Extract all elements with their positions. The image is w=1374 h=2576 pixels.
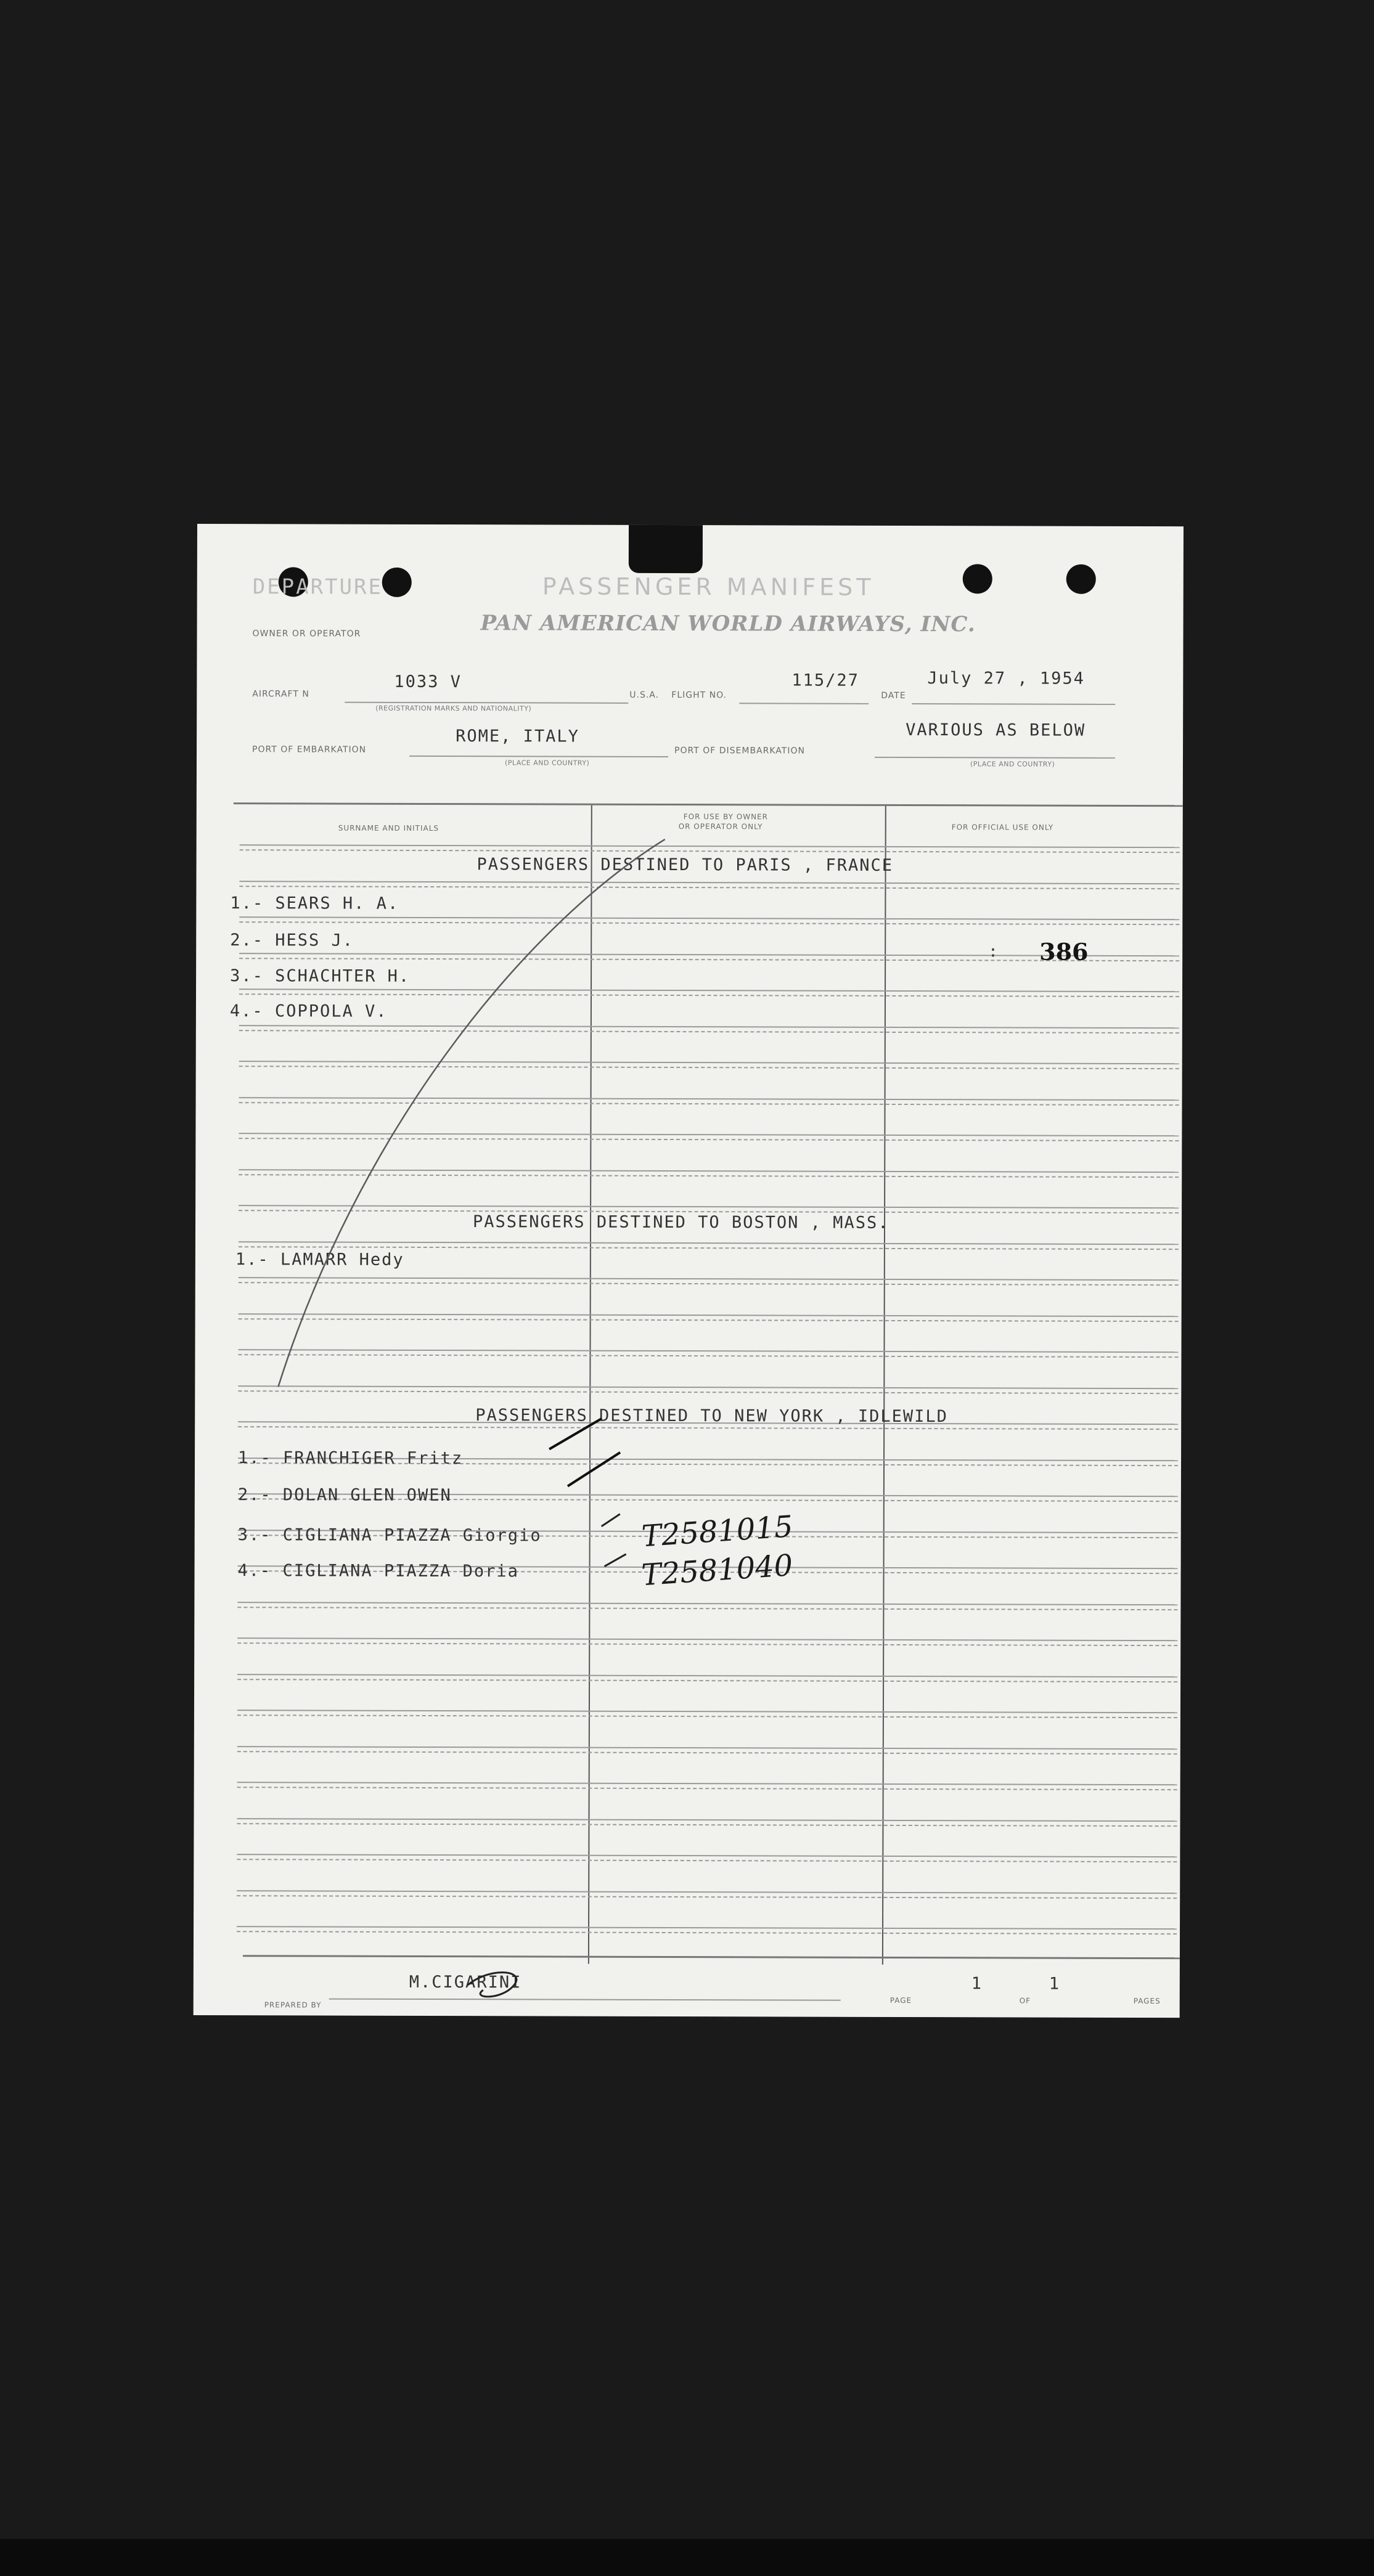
flight-number: 115/27 <box>791 670 859 690</box>
group-heading-boston: PASSENGERS DESTINED TO BOSTON , MASS. <box>472 1212 889 1233</box>
row-rule-dotted <box>238 1426 1178 1430</box>
aircraft-rule <box>345 702 628 704</box>
row-rule <box>237 1674 1177 1677</box>
row-rule-dotted <box>237 1607 1177 1610</box>
row-rule <box>239 1169 1179 1173</box>
check-mark <box>605 1554 626 1567</box>
row-rule <box>239 1025 1179 1029</box>
passenger-row: 4.- CIGLIANA PIAZZA Doria <box>237 1561 519 1581</box>
row-rule <box>237 1602 1177 1605</box>
column-divider-1 <box>588 805 592 1964</box>
row-rule-dotted <box>239 921 1179 925</box>
row-rule <box>237 1926 1177 1930</box>
group-heading-paris: PASSENGERS DESTINED TO PARIS , FRANCE <box>476 855 894 875</box>
row-rule <box>238 1349 1178 1353</box>
passenger-row: 3.- SCHACHTER H. <box>230 966 411 986</box>
row-rule <box>239 953 1179 956</box>
punch-hole <box>1066 565 1096 594</box>
row-rule <box>239 1205 1179 1209</box>
embarkation-place-caption: (PLACE AND COUNTRY) <box>504 759 590 767</box>
page-value: 1 <box>971 1974 983 1994</box>
date-rule <box>912 703 1115 705</box>
prepared-by-rule <box>329 1999 841 2001</box>
owner-operator-label: OWNER OR OPERATOR <box>252 629 361 639</box>
aircraft-label: AIRCRAFT N <box>252 689 309 699</box>
scan-bottom-strip <box>0 2539 1374 2576</box>
row-rule-dotted <box>239 958 1179 961</box>
column-divider-2 <box>882 806 886 1965</box>
check-mark <box>602 1514 620 1526</box>
port-disembarkation-label: PORT OF DISEMBARKATION <box>674 746 805 756</box>
usa-label: U.S.A. <box>629 690 660 700</box>
prepared-by-value: M.CIGARINI <box>409 1972 522 1992</box>
col-surname-header: SURNAME AND INITIALS <box>338 823 440 833</box>
prepared-by-label: PREPARED BY <box>264 2000 322 2010</box>
date-value: July 27 , 1954 <box>927 669 1085 688</box>
top-notch <box>629 525 703 573</box>
row-rule-dotted <box>237 1679 1177 1682</box>
col-owner-header-1: FOR USE BY OWNER <box>683 812 769 821</box>
page-label: PAGE <box>889 1995 912 2005</box>
row-rule-dotted <box>237 1931 1177 1934</box>
port-embarkation-label: PORT OF EMBARKATION <box>252 744 367 755</box>
disembarkation-place-caption: (PLACE AND COUNTRY) <box>970 760 1055 768</box>
row-rule <box>239 1241 1179 1245</box>
disembarkation-rule <box>875 757 1115 759</box>
col-owner-header-2: OR OPERATOR ONLY <box>678 822 763 831</box>
check-mark <box>568 1453 620 1486</box>
port-embarkation-value: ROME, ITALY <box>456 727 579 746</box>
corner-mark: DEPARTURE <box>252 574 383 600</box>
row-rule <box>237 1710 1177 1713</box>
embarkation-rule <box>409 756 668 757</box>
passenger-row: 4.- COPPOLA V. <box>229 1001 388 1021</box>
punch-hole <box>382 568 412 597</box>
col-official-header: FOR OFFICIAL USE ONLY <box>951 823 1054 832</box>
row-rule <box>237 1637 1177 1641</box>
row-rule-dotted <box>239 1174 1179 1178</box>
passenger-row: 1.- LAMARR Hedy <box>235 1250 404 1270</box>
passenger-row: 1.- FRANCHIGER Fritz <box>237 1448 464 1469</box>
manifest-sheet <box>194 524 1184 2018</box>
punch-hole <box>963 564 992 593</box>
row-rule-dotted <box>239 1282 1179 1286</box>
of-label: OF <box>1019 1996 1031 2005</box>
of-value: 1 <box>1049 1974 1061 1994</box>
flight-rule <box>739 703 869 704</box>
official-number: 386 <box>1039 937 1089 966</box>
row-rule-dotted <box>238 1354 1178 1358</box>
table-top-rule <box>234 802 1183 807</box>
row-rule <box>239 1061 1179 1064</box>
row-rule-dotted <box>237 1714 1177 1718</box>
date-label: DATE <box>881 690 906 701</box>
row-rule <box>239 1097 1179 1101</box>
passenger-row: 1.- SEARS H. A. <box>230 894 399 913</box>
row-rule <box>238 1385 1178 1389</box>
row-rule-dotted <box>237 1823 1177 1827</box>
row-rule-dotted <box>238 1390 1178 1394</box>
table-bottom-rule <box>243 1955 1180 1959</box>
row-rule <box>239 988 1179 992</box>
flight-no-label: FLIGHT NO. <box>671 690 727 701</box>
row-rule-dotted <box>237 1895 1177 1899</box>
handwritten-note: T2581040 <box>640 1548 794 1593</box>
row-rule-dotted <box>237 1859 1177 1862</box>
row-rule-dotted <box>240 849 1180 853</box>
row-rule <box>240 844 1180 848</box>
carrier-name: PAN AMERICAN WORLD AIRWAYS, INC. <box>480 611 976 637</box>
row-rule-dotted <box>237 1787 1177 1790</box>
registration-caption: (REGISTRATION MARKS AND NATIONALITY) <box>375 704 532 713</box>
passenger-row: 2.- DOLAN GLEN OWEN <box>237 1485 452 1506</box>
row-rule-dotted <box>239 1138 1179 1141</box>
row-rule <box>237 1782 1177 1785</box>
row-rule-dotted <box>239 1066 1179 1069</box>
handwritten-note: T2581015 <box>640 1509 795 1554</box>
row-rule-dotted <box>239 1318 1179 1322</box>
pencil-diagonal-stroke <box>278 838 665 1388</box>
row-rule <box>237 1854 1177 1857</box>
form-title: PASSENGER MANIFEST <box>542 573 875 601</box>
row-rule-dotted <box>239 993 1179 997</box>
official-prefix: : <box>988 942 998 961</box>
row-rule <box>239 1313 1179 1317</box>
row-rule-dotted <box>237 1642 1177 1646</box>
row-rule-dotted <box>239 886 1179 889</box>
row-rule-dotted <box>239 1030 1179 1033</box>
row-rule <box>239 1277 1179 1281</box>
row-rule-dotted <box>239 1246 1179 1250</box>
passenger-row: 2.- HESS J. <box>230 931 354 950</box>
row-rule-dotted <box>237 1751 1177 1755</box>
row-rule <box>239 916 1179 920</box>
row-rule-dotted <box>239 1102 1179 1106</box>
aircraft-number: 1033 V <box>394 672 462 692</box>
passenger-row: 3.- CIGLIANA PIAZZA Giorgio <box>237 1525 542 1546</box>
port-disembarkation-value: VARIOUS AS BELOW <box>906 720 1086 740</box>
group-heading-new-york: PASSENGERS DESTINED TO NEW YORK , IDLEWILD <box>475 1406 948 1427</box>
row-rule <box>237 1818 1177 1822</box>
row-rule <box>239 1133 1179 1136</box>
row-rule <box>239 881 1179 884</box>
row-rule <box>237 1890 1177 1894</box>
pages-label: PAGES <box>1133 1996 1161 2006</box>
row-rule <box>237 1746 1177 1750</box>
